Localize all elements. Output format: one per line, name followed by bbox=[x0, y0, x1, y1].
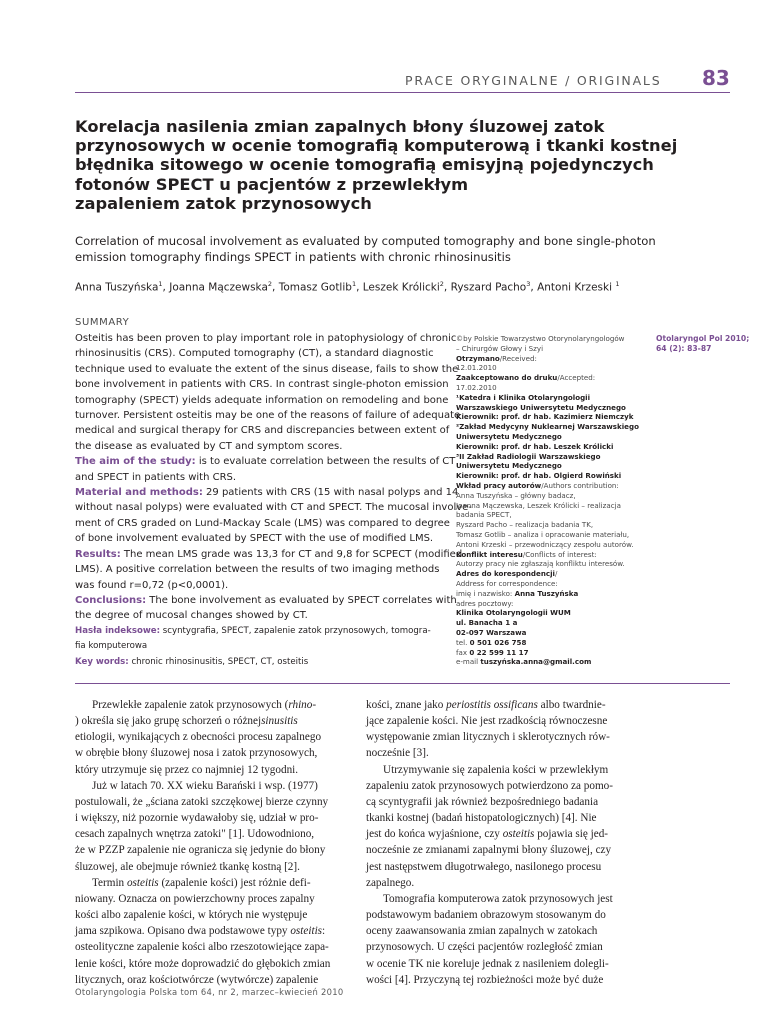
author-affiliation: 2 bbox=[439, 280, 444, 288]
italic-term: periostitis ossificans bbox=[446, 699, 538, 711]
conclusions-section bbox=[75, 593, 455, 608]
english-title bbox=[75, 233, 675, 265]
body-text-line bbox=[75, 762, 350, 778]
body-text-line bbox=[366, 923, 641, 939]
author-name: Ryszard Pacho bbox=[450, 281, 527, 294]
author-affiliation: 1 bbox=[615, 280, 620, 288]
body-text-line bbox=[75, 875, 350, 891]
text-run: postulowali, że „ściana zatoki szczękowej bierze czynny bbox=[75, 795, 329, 808]
methods-text: 29 patients with CRS (15 with nasal polyps and 14 bbox=[202, 487, 459, 499]
abstract-line: technique used to evaluate the extent of the sinus disease, fails to show the bbox=[75, 363, 459, 375]
correspondence-name: imię i nazwisko: Anna Tuszyńska bbox=[456, 588, 579, 598]
journal-reference-line: Otolaryngol Pol 2010; bbox=[656, 334, 750, 343]
text-run: wości [4]. Przyczyną tej rozbieżności może być duże bbox=[366, 973, 604, 986]
abstract-line: ment of CRS graded on Lund-Mackay Scale (LMS) was compared to degree bbox=[75, 517, 450, 529]
text-run: w ocenie TK nie koreluje jednak z nasileniem dolegli- bbox=[366, 957, 609, 970]
abstract-line: of bone involvement evaluated by SPECT with the use of modified LMS. bbox=[75, 533, 434, 545]
affiliation-line: Kierownik: prof. dr hab. Leszek Królicki bbox=[456, 441, 614, 451]
body-text-line bbox=[366, 794, 641, 810]
pl-keywords-label: Hasła indeksowe: bbox=[75, 625, 161, 636]
body-text-line bbox=[75, 713, 350, 729]
body-column-left bbox=[75, 697, 350, 988]
abstract-line: medical and surgical therapy for CRS and discrepancies between extent of bbox=[75, 425, 450, 437]
italic-term: osteitis bbox=[290, 925, 323, 938]
article-title bbox=[75, 117, 678, 213]
title-line: zapaleniem zatok przynosowych bbox=[75, 193, 372, 213]
body-divider bbox=[75, 683, 730, 684]
body-text-line bbox=[75, 859, 350, 875]
text-run: Już w latach 70. XX wieku Barański i wsp. (1977) bbox=[92, 779, 318, 792]
contribution-line: Joanna Mączewska, Leszek Królicki – realizacja bbox=[456, 500, 621, 510]
affiliation-line: ³II Zakład Radiologii Warszawskiego bbox=[456, 451, 601, 461]
text-run: litycznych, oraz kościotwórcze (wytwórcze) zapalenie bbox=[75, 973, 319, 986]
affiliation-line: Kierownik: prof. dr hab. Kazimierz Niemczyk bbox=[456, 412, 634, 422]
abstract-line: was found r=0,72 (p<0,0001). bbox=[75, 579, 229, 591]
body-text-line bbox=[75, 972, 350, 988]
body-text-line bbox=[366, 972, 641, 988]
received-label: Otrzymano/Received: bbox=[456, 353, 537, 363]
text-run: podstawowym badaniem obrazowym stosowanym do bbox=[366, 909, 606, 922]
page-number: 83 bbox=[702, 66, 730, 90]
text-run: albo twardnie- bbox=[537, 699, 606, 711]
text-run: jest następstwem długotrwałego, nasilonego procesu bbox=[366, 860, 602, 873]
text-run: osteolityczne zapalenie kości albo rzeszotowiejące zapa- bbox=[75, 941, 329, 954]
footer-citation: Otolaryngologia Polska tom 64, nr 2, marzec–kwiecień 2010 bbox=[75, 987, 344, 997]
author-affiliation: 3 bbox=[526, 280, 531, 288]
journal-reference bbox=[656, 334, 749, 354]
body-text-line bbox=[366, 762, 641, 778]
conflict-text: Autorzy pracy nie zgłaszają konfliktu interesów. bbox=[456, 559, 625, 569]
abstract-line: Osteitis has been proven to play important role in patophysiology of chronic bbox=[75, 333, 457, 344]
body-text-line bbox=[366, 713, 641, 729]
body-column-right bbox=[366, 697, 641, 988]
text-run: Termin bbox=[92, 876, 127, 889]
author-affiliation: 1 bbox=[351, 280, 357, 288]
postal-line: 02-097 Warszawa bbox=[456, 627, 527, 637]
text-run: niowany. Oznacza on powierzchowny proces zapalny bbox=[75, 892, 315, 905]
fax-number: fax 0 22 599 11 17 bbox=[456, 647, 529, 657]
abstract bbox=[75, 331, 472, 670]
author-name: Anna Tuszyńska bbox=[75, 281, 159, 294]
text-run: oceny zaawansowania zmian zapalnych w zatokach bbox=[366, 925, 598, 938]
body-text-line bbox=[366, 826, 641, 842]
copyright-line: – Chirurgów Głowy i Szyi bbox=[456, 343, 544, 353]
text-run: nocześnie ze zmianami zapalnymi błony śluzowej, czy bbox=[366, 844, 612, 857]
conflict-label: Konflikt interesu/Conflicts of interest: bbox=[456, 549, 597, 559]
text-run: występowanie zmian litycznych i sklerotycznych rów- bbox=[366, 731, 610, 744]
conclusions-label: Conclusions: bbox=[75, 594, 147, 606]
author-affiliation: 1 bbox=[158, 280, 163, 288]
body-text-line bbox=[366, 778, 641, 794]
abstract-line: rhinosinusitis (CRS). Computed tomography (CT), a standard diagnostic bbox=[75, 348, 434, 360]
text-run: Tomografia komputerowa zatok przynosowych jest bbox=[383, 892, 613, 905]
text-run: nocześnie [3]. bbox=[366, 747, 429, 760]
body-text-line bbox=[366, 810, 641, 826]
address-label-en: Address for correspondence: bbox=[456, 578, 558, 588]
author-name: Tomasz Gotlib bbox=[278, 281, 352, 294]
abstract-line: turnover. Persistent osteitis may be one of the reasons of failure of adequate bbox=[75, 410, 461, 422]
text-run: i większy, niż pozornie wydawałoby się, udział w pro- bbox=[75, 812, 319, 825]
body-text-line bbox=[75, 729, 350, 745]
body-text-line bbox=[366, 907, 641, 923]
pl-keywords-continued: fia komputerowa bbox=[75, 641, 148, 652]
results-text: The mean LMS grade was 13,3 for CT and 9,8 for SCPECT (modified bbox=[120, 548, 463, 560]
text-run: zapaleniu zatok przynosowych potwierdzono za pomo- bbox=[366, 779, 613, 792]
text-run: zapalnego. bbox=[366, 876, 415, 889]
text-run: że w PZZP zapalenie nie ogranicza się jedynie do błony bbox=[75, 844, 326, 857]
body-text-line bbox=[75, 842, 350, 858]
accepted-label: Zaakceptowano do druku/Accepted: bbox=[456, 373, 596, 383]
text-run: (zapalenie kości) jest różnie defi- bbox=[158, 876, 311, 889]
accepted-date: 17.02.2010 bbox=[456, 382, 497, 392]
phone-number: tel. 0 501 026 758 bbox=[456, 637, 527, 647]
author-list: Anna Tuszyńska$^1$, Joanna Mączewska$^2$, Tomasz Gotlib$^1$, Leszek Królicki$^2$, Ryszard Pacho$^3$, Antoni Krzeski $^1$ bbox=[75, 280, 620, 294]
text-run: w obrębie błony śluzowej nosa i zatok przynosowych, bbox=[75, 747, 318, 760]
body-text-line bbox=[75, 826, 350, 842]
italic-term: rhino- bbox=[288, 699, 317, 711]
author-name: Joanna Mączewska bbox=[169, 281, 268, 294]
text-run: etiologii, wynikających z obecności procesu zapalnego bbox=[75, 731, 322, 744]
body-text-line bbox=[75, 923, 350, 939]
abstract-line: and SPECT in patients with CRS. bbox=[75, 471, 237, 483]
contribution-line: Ryszard Pacho – realizacja badania TK, bbox=[456, 520, 594, 530]
body-text-line bbox=[366, 729, 641, 745]
body-text-line bbox=[75, 891, 350, 907]
author-name: Leszek Królicki bbox=[362, 281, 440, 294]
text-run: jama szpikowa. Opisano dwa podstawowe typy bbox=[75, 925, 291, 938]
text-run: cesach zapalnych wnętrza zatoki" [1]. Udowodniono, bbox=[75, 828, 315, 841]
body-text-line bbox=[366, 891, 641, 907]
contribution-line: Antoni Krzeski – przewodniczący zespołu autorów. bbox=[456, 539, 634, 549]
body-text-line bbox=[75, 956, 350, 972]
body-text-line bbox=[366, 939, 641, 955]
body-text-line bbox=[366, 956, 641, 972]
abstract-line: without nasal polyps) were evaluated with CT and SPECT. The mucosal involve- bbox=[75, 502, 472, 514]
body-text-line bbox=[366, 745, 641, 761]
results-section bbox=[75, 547, 463, 562]
text-run: śluzowej, ale obejmuje również tkankę kostną [2]. bbox=[75, 860, 300, 873]
italic-term: sinusitis bbox=[261, 715, 298, 728]
english-title-line: Correlation of mucosal involvement as evaluated by computed tomography and bone single-photon bbox=[75, 234, 656, 248]
title-line: Korelacja nasilenia zmian zapalnych błony śluzowej zatok bbox=[75, 117, 605, 136]
author-affiliation: 2 bbox=[267, 280, 273, 288]
contribution-line: Anna Tuszyńska – główny badacz, bbox=[456, 490, 576, 500]
header-divider bbox=[75, 92, 730, 93]
text-run: pojawia się jed- bbox=[534, 828, 609, 841]
pl-keywords-text: scyntygrafia, SPECT, zapalenie zatok przynosowych, tomogra- bbox=[160, 625, 431, 636]
summary-heading: SUMMARY bbox=[75, 317, 130, 328]
text-run: kości, znane jako bbox=[366, 699, 447, 711]
text-run: tkanki kostnej (badań histopatologicznych) [4]. Nie bbox=[366, 812, 597, 825]
journal-reference-line: 64 (2): 83-87 bbox=[656, 344, 712, 353]
en-keywords-label: Key words: bbox=[75, 656, 129, 667]
title-line: błędnika sitowego w ocenie tomografią emisyjną pojedynczych bbox=[75, 155, 654, 175]
body-text-line bbox=[366, 697, 641, 713]
contribution-label: Wkład pracy autorów/Authors contribution: bbox=[456, 480, 619, 490]
body-text-line bbox=[366, 875, 641, 891]
affiliation-line: ¹Katedra i Klinika Otolaryngologii bbox=[456, 392, 591, 402]
abstract-line: bone involvement in patients with CRS. In contrast single-photon emission bbox=[75, 379, 449, 391]
text-run: : bbox=[322, 925, 326, 938]
title-line: przynosowych w ocenie tomografią komputerową i tkanki kostnej bbox=[75, 136, 678, 156]
aim-text: is to evaluate correlation between the results of CT bbox=[195, 456, 456, 468]
affiliation-line: Uniwersytetu Medycznego bbox=[456, 431, 562, 441]
body-text-line bbox=[75, 794, 350, 810]
text-run: ) określa się jako grupę schorzeń o różnej bbox=[75, 715, 262, 728]
text-run: cą scyntygrafii jak również bezpośredniego badania bbox=[366, 795, 599, 808]
affiliation-line: Kierownik: prof. dr hab. Olgierd Rowiński bbox=[456, 471, 622, 481]
abstract-line: the degree of mucosal changes showed by CT. bbox=[75, 610, 308, 622]
en-keywords bbox=[75, 655, 455, 670]
section-label: PRACE ORYGINALNE / ORIGINALS bbox=[405, 73, 662, 88]
en-keywords-text: chronic rhinosinusitis, SPECT, CT, osteitis bbox=[128, 656, 309, 667]
italic-term: osteitis bbox=[126, 876, 159, 889]
english-title-line: emission tomography findings SPECT in patients with chronic rhinosinusitis bbox=[75, 250, 511, 264]
aim-section bbox=[75, 454, 455, 469]
body-text-line bbox=[75, 778, 350, 794]
text-run: jące zapalenie kości. Nie jest rzadkością równoczesne bbox=[366, 715, 608, 728]
italic-term: osteitis bbox=[502, 828, 535, 841]
methods-label: Material and methods: bbox=[75, 487, 203, 499]
text-run: lenie kości, które może doprowadzić do głębokich zmian bbox=[75, 957, 331, 970]
contribution-line: Tomasz Gotlib – analiza i opracowanie materiału, bbox=[456, 529, 630, 539]
text-run: jest do końca wyjaśnione, czy bbox=[366, 828, 503, 841]
body-text-line bbox=[366, 859, 641, 875]
aim-label: The aim of the study: bbox=[75, 456, 196, 468]
text-run: który utrzymuje się przez co najmniej 12 tygodni. bbox=[75, 763, 299, 776]
body-text-line bbox=[75, 697, 350, 713]
methods-section bbox=[75, 485, 459, 500]
body-text-line bbox=[75, 810, 350, 826]
address-label: Adres do korespondencji/ bbox=[456, 569, 558, 579]
text-run: Utrzymywanie się zapalenia kości w przewlekłym bbox=[383, 763, 609, 776]
author-name: Antoni Krzeski bbox=[537, 281, 612, 294]
text-run: kości albo zapalenie kości, w których nie występuje bbox=[75, 909, 308, 922]
abstract-line: the disease as evaluated by CT and symptom scores. bbox=[75, 440, 343, 452]
abstract-line: LMS). A positive correlation between the results of two imaging methods bbox=[75, 564, 440, 576]
affiliation-line: ²Zakład Medycyny Nuklearnej Warszawskiego bbox=[456, 422, 639, 432]
title-line: fotonów SPECT u pacjentów z przewlekłym bbox=[75, 174, 469, 194]
body-text-line bbox=[366, 842, 641, 858]
results-label: Results: bbox=[75, 548, 121, 560]
email-address[interactable]: e-mail tuszyńska.anna@gmail.com bbox=[456, 657, 592, 667]
received-date: 12.01.2010 bbox=[456, 363, 497, 373]
postal-line: Klinika Otolaryngologii WUM bbox=[456, 608, 571, 618]
postal-line: ul. Banacha 1 a bbox=[456, 618, 518, 628]
affiliation-line: Warszawskiego Uniwersytetu Medycznego bbox=[456, 402, 626, 412]
article-metadata bbox=[456, 334, 656, 667]
text-run: przynosowych. U części pacjentów rozległość zmian bbox=[366, 941, 603, 954]
body-text-line bbox=[75, 745, 350, 761]
postal-label: adres pocztowy: bbox=[456, 598, 514, 608]
pl-keywords bbox=[75, 624, 455, 639]
contribution-line: badania SPECT, bbox=[456, 510, 512, 520]
text-run: Przewlekłe zapalenie zatok przynosowych ( bbox=[92, 699, 289, 711]
affiliation-line: Uniwersytetu Medycznego bbox=[456, 461, 562, 471]
body-text-line bbox=[75, 939, 350, 955]
abstract-line: tomography (SPECT) yields adequate information on remodeling and bone bbox=[75, 394, 449, 406]
conclusions-text: The bone involvement as evaluated by SPECT correlates with bbox=[146, 594, 457, 606]
copyright-line: ©by Polskie Towarzystwo Otorynolaryngologów bbox=[456, 334, 625, 343]
body-text-line bbox=[75, 907, 350, 923]
